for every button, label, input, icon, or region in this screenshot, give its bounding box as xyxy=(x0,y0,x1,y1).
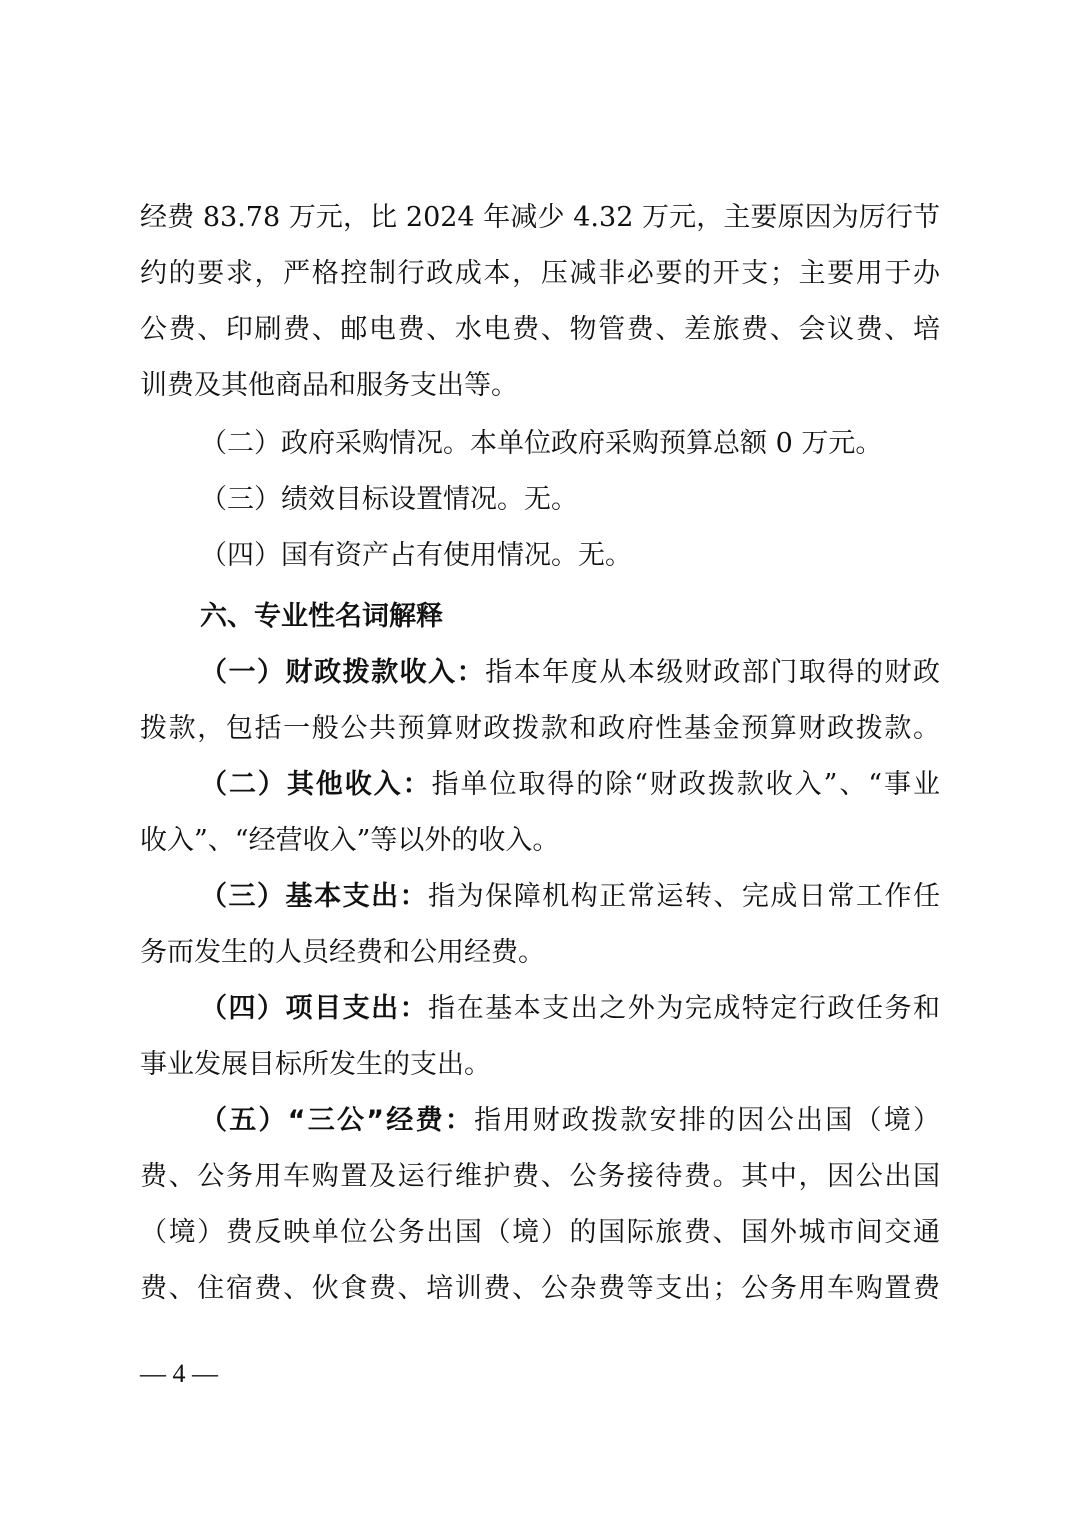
paragraph-line: 训费及其他商品和服务支出等。 xyxy=(140,370,518,401)
term-line xyxy=(200,765,940,805)
term-line xyxy=(200,1101,940,1141)
page-number: — 4 — xyxy=(140,1359,218,1388)
paragraph-line: 收入”、“经营收入”等以外的收入。 xyxy=(140,825,560,856)
term-definition: 指用财政拨款安排的因公出国（境） xyxy=(474,1105,940,1136)
procurement-line: （二）政府采购情况。本单位政府采购预算总额 0 万元。 xyxy=(200,428,883,459)
paragraph-line: 公费、印刷费、邮电费、水电费、物管费、差旅费、会议费、培 xyxy=(140,314,940,345)
paragraph-line: 约的要求，严格控制行政成本，压减非必要的开支；主要用于办 xyxy=(140,258,940,289)
paragraph-line: 事业发展目标所发生的支出。 xyxy=(140,1049,491,1080)
term-label: （四）项目支出： xyxy=(200,993,429,1024)
term-label: （一）财政拨款收入： xyxy=(200,657,486,688)
term-label: （二）其他收入： xyxy=(200,769,432,800)
assets-line: （四）国有资产占有使用情况。无。 xyxy=(200,540,632,571)
term-definition: 指为保障机构正常运转、完成日常工作任 xyxy=(428,881,940,912)
paragraph-line: 务而发生的人员经费和公用经费。 xyxy=(140,937,545,968)
term-label: （三）基本支出： xyxy=(200,881,429,912)
section-heading: 六、专业性名词解释 xyxy=(200,601,443,632)
paragraph-line: （境）费反映单位公务出国（境）的国际旅费、国外城市间交通 xyxy=(140,1217,940,1248)
term-definition: 指本年度从本级财政部门取得的财政 xyxy=(485,657,940,688)
paragraph-line: 经费 83.78 万元，比 2024 年减少 4.32 万元，主要原因为厉行节 xyxy=(140,202,940,233)
term-line xyxy=(200,989,940,1029)
term-line xyxy=(200,877,940,917)
term-line xyxy=(200,653,940,693)
paragraph-line: 费、公务用车购置及运行维护费、公务接待费。其中，因公出国 xyxy=(140,1161,940,1192)
term-definition: 指单位取得的除“财政拨款收入”、“事业 xyxy=(431,769,940,800)
performance-line: （三）绩效目标设置情况。无。 xyxy=(200,484,578,515)
term-label: （五）“三公”经费： xyxy=(200,1105,475,1136)
paragraph-line: 拨款，包括一般公共预算财政拨款和政府性基金预算财政拨款。 xyxy=(140,713,940,744)
paragraph-line: 费、住宿费、伙食费、培训费、公杂费等支出；公务用车购置费 xyxy=(140,1273,940,1304)
term-definition: 指在基本支出之外为完成特定行政任务和 xyxy=(428,993,940,1024)
